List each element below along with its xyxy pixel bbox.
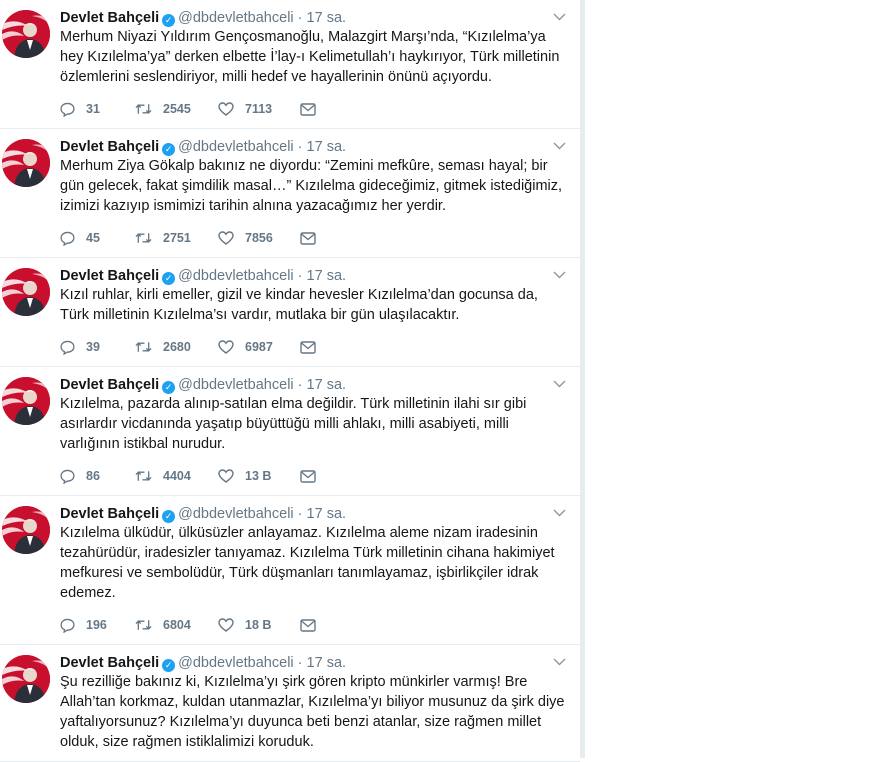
- direct-message-button[interactable]: [300, 103, 316, 116]
- tweet[interactable]: [0, 0, 580, 129]
- tweet-actions: [60, 615, 570, 635]
- verified-badge-icon: ✓: [162, 143, 175, 156]
- tweet-text: Kızıl ruhlar, kirli emeller, gizil ve kindar hevesler Kızılelma’dan gocunsa da, Türk milletinin Kızılelma’sı vardır, mutlaka bir gün ulaşılacaktır.: [60, 287, 538, 323]
- timestamp[interactable]: 17 sa.: [306, 268, 347, 284]
- tweet-actions: [60, 99, 570, 119]
- separator: ·: [297, 139, 303, 155]
- like-button[interactable]: [218, 618, 300, 632]
- like-count: 13 B: [245, 469, 272, 483]
- tweet-header: [60, 266, 570, 286]
- tweet-text: Kızılelma ülküdür, ülküsüzler anlayamaz. Kızılelma aleme nizam iradesinin tezahürüdür, iradesizler tanıyamaz. Kızılelma Türk milletinin cihana hakimiyet mefkuresi ve sembolüdür, Türk düşmanları tanımlayamaz, işbirlikçiler idrak edemez.: [60, 525, 555, 601]
- author-handle[interactable]: @dbdevletbahceli: [178, 10, 294, 26]
- timestamp[interactable]: 17 sa.: [306, 377, 347, 393]
- heart-icon: [218, 618, 234, 632]
- avatar[interactable]: [2, 377, 50, 425]
- separator: ·: [297, 506, 303, 522]
- like-count: 18 B: [245, 618, 272, 632]
- tweet-text: Kızılelma, pazarda alınıp-satılan elma değildir. Türk milletinin ilahi sır gibi asırlardır vicdanında yaşatıp büyüttüğü milli ahlakı, milli asabiyeti, milli varlığının istikbal nurudur.: [60, 396, 527, 452]
- tweet-header: [60, 504, 570, 524]
- chevron-down-icon[interactable]: [553, 506, 566, 520]
- reply-icon: [60, 469, 75, 484]
- author-name[interactable]: Devlet Bahçeli: [60, 139, 160, 155]
- author-handle[interactable]: @dbdevletbahceli: [178, 655, 294, 671]
- verified-badge-icon: ✓: [162, 381, 175, 394]
- tweet-text: Merhum Niyazi Yıldırım Gençosmanoğlu, Malazgirt Marşı’nda, “Kızılelma’ya hey Kızılelma’ya” derken elbette İ’lay-ı Kelimetullah’ı haykırıyor, Türk milletinin özlemlerini seslendiriyor, milli hedef ve hayallerinin önünü açıyordu.: [60, 29, 560, 85]
- author-name[interactable]: Devlet Bahçeli: [60, 506, 160, 522]
- reply-icon: [60, 340, 75, 355]
- tweet[interactable]: [0, 496, 580, 645]
- separator: ·: [297, 10, 303, 26]
- heart-icon: [218, 340, 234, 354]
- tweet-actions: [60, 466, 570, 486]
- retweet-icon: [135, 102, 152, 116]
- chevron-down-icon[interactable]: [553, 268, 566, 282]
- direct-message-button[interactable]: [300, 619, 316, 632]
- chevron-down-icon[interactable]: [553, 655, 566, 669]
- reply-icon: [60, 102, 75, 117]
- reply-button[interactable]: [60, 469, 135, 484]
- author-handle[interactable]: @dbdevletbahceli: [178, 268, 294, 284]
- retweet-button[interactable]: [135, 231, 218, 245]
- like-count: 7856: [245, 231, 273, 245]
- heart-icon: [218, 469, 234, 483]
- tweet[interactable]: [0, 645, 580, 762]
- timestamp[interactable]: 17 sa.: [306, 139, 347, 155]
- direct-message-button[interactable]: [300, 341, 316, 354]
- like-button[interactable]: [218, 231, 300, 245]
- retweet-icon: [135, 618, 152, 632]
- reply-button[interactable]: [60, 340, 135, 355]
- reply-count: 31: [86, 102, 100, 116]
- separator: ·: [297, 377, 303, 393]
- tweet[interactable]: [0, 129, 580, 258]
- author-handle[interactable]: @dbdevletbahceli: [178, 377, 294, 393]
- retweet-count: 2751: [163, 231, 191, 245]
- tweet-text: Şu rezilliğe bakınız ki, Kızılelma’yı şirk gören kripto münkirler varmış! Bre Allah’tan korkmaz, kuldan utanmazlar, Kızılelma’yı biliyor musunuz da şirk diye yaftalıyorsunuz? Kızılelma’yı duyunca beti benzi atanlar, size rağmen millet olduk, size rağmen istiklalimizi koruduk.: [60, 674, 565, 750]
- retweet-button[interactable]: [135, 102, 218, 116]
- retweet-button[interactable]: [135, 340, 218, 354]
- envelope-icon: [300, 341, 316, 354]
- timestamp[interactable]: 17 sa.: [306, 655, 347, 671]
- tweet-actions: [60, 337, 570, 357]
- retweet-count: 2545: [163, 102, 191, 116]
- reply-count: 196: [86, 618, 107, 632]
- reply-icon: [60, 231, 75, 246]
- direct-message-button[interactable]: [300, 470, 316, 483]
- author-name[interactable]: Devlet Bahçeli: [60, 377, 160, 393]
- chevron-down-icon[interactable]: [553, 377, 566, 391]
- separator: ·: [297, 655, 303, 671]
- author-name[interactable]: Devlet Bahçeli: [60, 268, 160, 284]
- envelope-icon: [300, 103, 316, 116]
- tweet-header: [60, 653, 570, 673]
- reply-button[interactable]: [60, 618, 135, 633]
- retweet-button[interactable]: [135, 469, 218, 483]
- chevron-down-icon[interactable]: [553, 10, 566, 24]
- avatar[interactable]: [2, 10, 50, 58]
- envelope-icon: [300, 619, 316, 632]
- timestamp[interactable]: 17 sa.: [306, 10, 347, 26]
- retweet-icon: [135, 469, 152, 483]
- reply-icon: [60, 618, 75, 633]
- avatar[interactable]: [2, 268, 50, 316]
- tweet-text: Merhum Ziya Gökalp bakınız ne diyordu: “Zemini mefkûre, seması hayal; bir gün gelecek, fakat şimdilik masal…” Kızılelma gideceğimiz, gitmek istediğimiz, izimizi kazıyıp ismimizi tarihin alnına yazacağımız her yerdir.: [60, 158, 563, 214]
- retweet-button[interactable]: [135, 618, 218, 632]
- author-name[interactable]: Devlet Bahçeli: [60, 10, 160, 26]
- tweet[interactable]: [0, 367, 580, 496]
- reply-button[interactable]: [60, 102, 135, 117]
- heart-icon: [218, 231, 234, 245]
- reply-count: 39: [86, 340, 100, 354]
- verified-badge-icon: ✓: [162, 14, 175, 27]
- tweet[interactable]: [0, 258, 580, 367]
- like-count: 7113: [245, 102, 273, 116]
- envelope-icon: [300, 232, 316, 245]
- like-button[interactable]: [218, 102, 300, 116]
- reply-count: 86: [86, 469, 100, 483]
- retweet-count: 2680: [163, 340, 191, 354]
- author-handle[interactable]: @dbdevletbahceli: [178, 506, 294, 522]
- retweet-icon: [135, 340, 152, 354]
- heart-icon: [218, 102, 234, 116]
- avatar[interactable]: [2, 655, 50, 703]
- avatar[interactable]: [2, 139, 50, 187]
- chevron-down-icon[interactable]: [553, 139, 566, 153]
- retweet-icon: [135, 231, 152, 245]
- direct-message-button[interactable]: [300, 232, 316, 245]
- scrollbar-track[interactable]: [580, 0, 585, 758]
- like-button[interactable]: [218, 340, 300, 354]
- author-name[interactable]: Devlet Bahçeli: [60, 655, 160, 671]
- tweet-header: [60, 8, 570, 28]
- timestamp[interactable]: 17 sa.: [306, 506, 347, 522]
- verified-badge-icon: ✓: [162, 272, 175, 285]
- reply-count: 45: [86, 231, 100, 245]
- retweet-count: 6804: [163, 618, 191, 632]
- author-handle[interactable]: @dbdevletbahceli: [178, 139, 294, 155]
- reply-button[interactable]: [60, 231, 135, 246]
- avatar[interactable]: [2, 506, 50, 554]
- verified-badge-icon: ✓: [162, 510, 175, 523]
- retweet-count: 4404: [163, 469, 191, 483]
- tweet-actions: [60, 228, 570, 248]
- tweet-header: [60, 375, 570, 395]
- tweet-header: [60, 137, 570, 157]
- envelope-icon: [300, 470, 316, 483]
- like-button[interactable]: [218, 469, 300, 483]
- separator: ·: [297, 268, 303, 284]
- verified-badge-icon: ✓: [162, 659, 175, 672]
- like-count: 6987: [245, 340, 273, 354]
